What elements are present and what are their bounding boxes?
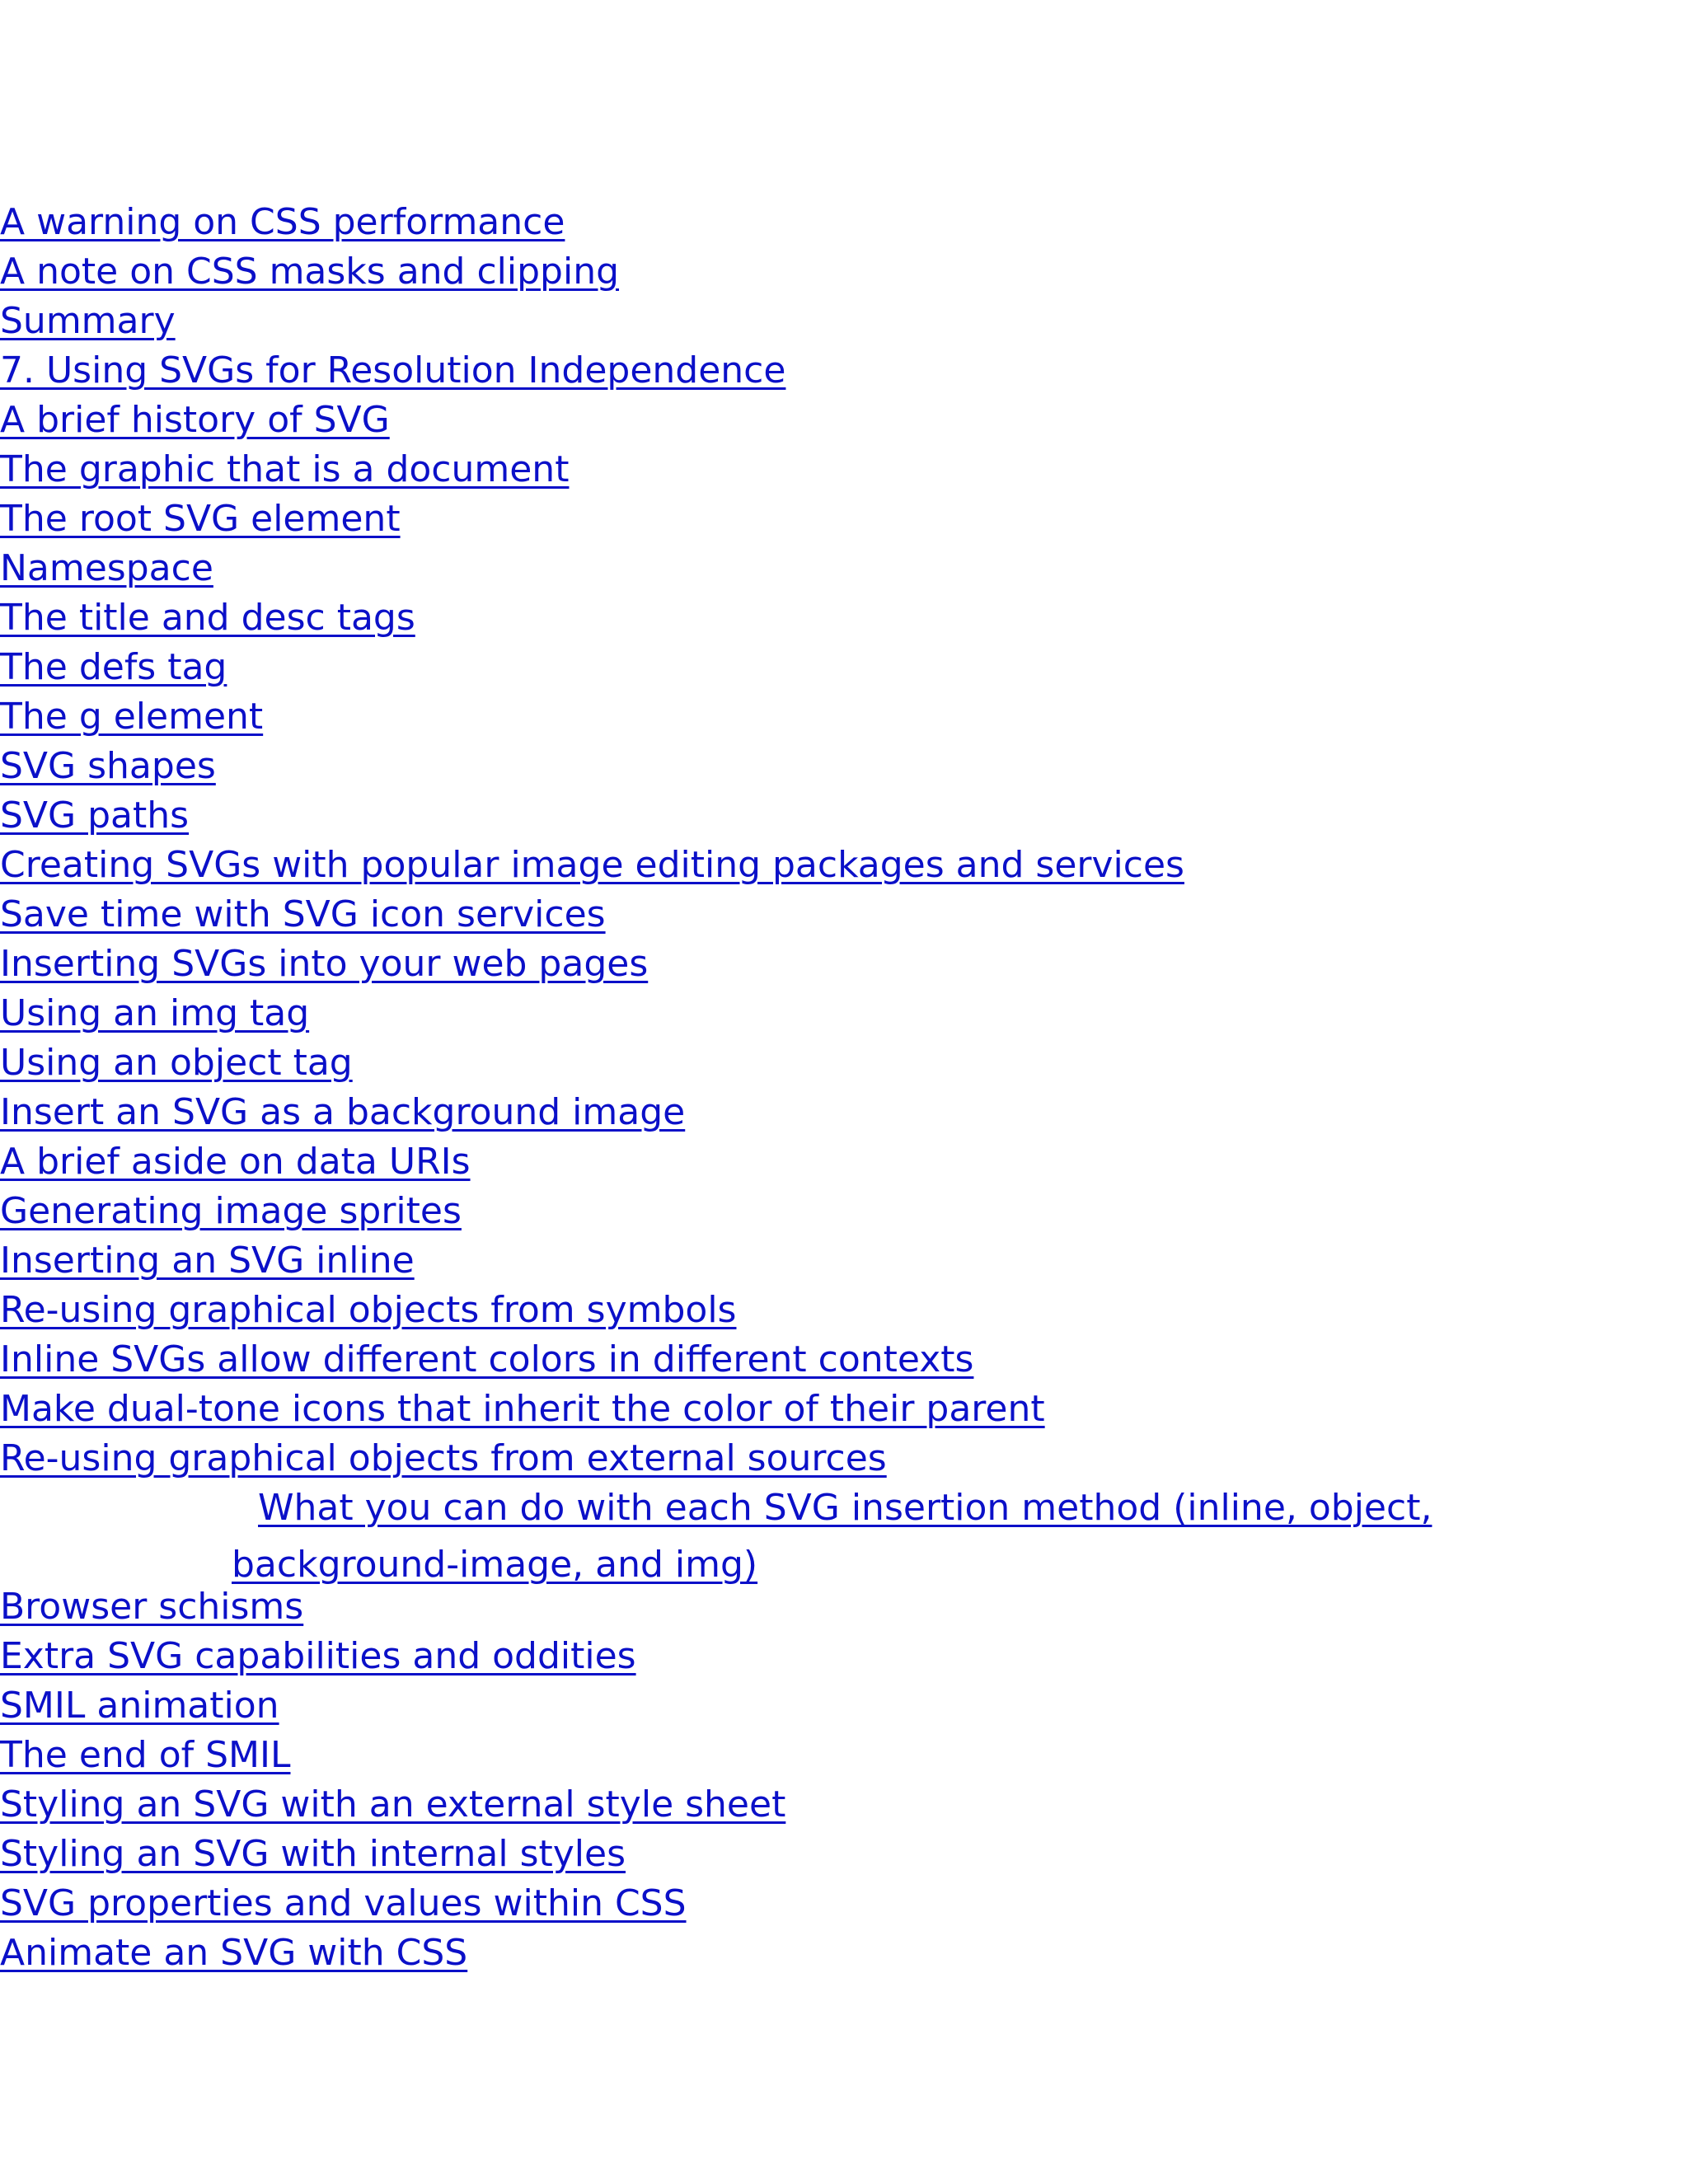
toc-item: [0, 1929, 1688, 1978]
toc-item: [0, 940, 1688, 989]
toc-link[interactable]: Animate an SVG with CSS: [0, 1932, 468, 1974]
toc-item: [0, 1187, 1688, 1236]
toc-link[interactable]: A warning on CSS performance: [0, 201, 565, 243]
toc-link[interactable]: Insert an SVG as a background image: [0, 1091, 686, 1133]
toc-item: [0, 1879, 1688, 1929]
toc-link[interactable]: Generating image sprites: [0, 1190, 462, 1232]
toc-link[interactable]: Inserting SVGs into your web pages: [0, 943, 649, 985]
toc-link[interactable]: The graphic that is a document: [0, 448, 570, 490]
toc-link[interactable]: The end of SMIL: [0, 1734, 291, 1776]
toc-item: [0, 1582, 1688, 1632]
toc-item: [0, 1286, 1688, 1335]
toc-chapter-item: [0, 346, 1688, 396]
toc-link[interactable]: Save time with SVG icon services: [0, 893, 606, 935]
toc-item: [0, 1434, 1688, 1483]
toc-item: [0, 1681, 1688, 1731]
toc-item: [0, 890, 1688, 940]
toc-item: [0, 1088, 1688, 1137]
toc-link[interactable]: The g element: [0, 696, 264, 738]
toc-item: [0, 544, 1688, 593]
toc-link[interactable]: SVG paths: [0, 794, 190, 837]
toc-link[interactable]: Styling an SVG with internal styles: [0, 1833, 626, 1875]
toc-item: [0, 396, 1688, 445]
toc-item-wrapped: [0, 1483, 1688, 1586]
toc-link[interactable]: Re-using graphical objects from external sources: [0, 1437, 887, 1479]
toc-item: [0, 643, 1688, 692]
table-of-contents: [0, 198, 1688, 1978]
toc-link[interactable]: What you can do with each SVG insertion method (inline, object, background-image, and img): [232, 1487, 1432, 1586]
toc-link[interactable]: Make dual-tone icons that inherit the color of their parent: [0, 1388, 1045, 1430]
toc-link[interactable]: Namespace: [0, 547, 213, 589]
toc-link[interactable]: The root SVG element: [0, 498, 401, 540]
toc-item: [0, 742, 1688, 791]
toc-item: [0, 841, 1688, 890]
toc-link[interactable]: Extra SVG capabilities and oddities: [0, 1635, 636, 1677]
toc-item: [0, 494, 1688, 544]
toc-item: [0, 989, 1688, 1038]
toc-link[interactable]: A brief history of SVG: [0, 399, 390, 441]
toc-item: [0, 247, 1688, 297]
toc-item: [0, 593, 1688, 643]
toc-link[interactable]: Styling an SVG with an external style sheet: [0, 1783, 786, 1825]
toc-link[interactable]: Using an img tag: [0, 992, 310, 1034]
toc-item: [0, 1137, 1688, 1187]
toc-item: [0, 1335, 1688, 1385]
toc-link[interactable]: Browser schisms: [0, 1586, 304, 1628]
toc-link[interactable]: The title and desc tags: [0, 597, 415, 639]
toc-item: [0, 198, 1688, 247]
toc-link[interactable]: The defs tag: [0, 646, 227, 688]
toc-item: [0, 1780, 1688, 1830]
toc-item: [0, 1632, 1688, 1681]
toc-item: [0, 445, 1688, 494]
toc-item: [0, 1731, 1688, 1780]
toc-link[interactable]: A brief aside on data URIs: [0, 1141, 471, 1183]
toc-link[interactable]: Summary: [0, 300, 176, 342]
toc-link[interactable]: Inline SVGs allow different colors in different contexts: [0, 1338, 974, 1380]
toc-item: [0, 1236, 1688, 1286]
toc-link[interactable]: SVG properties and values within CSS: [0, 1882, 687, 1924]
toc-item: [0, 297, 1688, 346]
toc-chapter-link[interactable]: 7. Using SVGs for Resolution Independence: [0, 349, 786, 391]
toc-link[interactable]: Inserting an SVG inline: [0, 1240, 415, 1282]
toc-link[interactable]: SMIL animation: [0, 1685, 279, 1727]
toc-link[interactable]: Creating SVGs with popular image editing packages and services: [0, 844, 1184, 886]
toc-item: [0, 1830, 1688, 1879]
toc-link[interactable]: SVG shapes: [0, 745, 216, 787]
toc-item: [0, 1038, 1688, 1088]
toc-link[interactable]: A note on CSS masks and clipping: [0, 251, 620, 293]
toc-link[interactable]: Using an object tag: [0, 1042, 353, 1084]
toc-link[interactable]: Re-using graphical objects from symbols: [0, 1289, 737, 1331]
toc-item: [0, 692, 1688, 742]
toc-item: [0, 791, 1688, 841]
toc-item: [0, 1385, 1688, 1434]
